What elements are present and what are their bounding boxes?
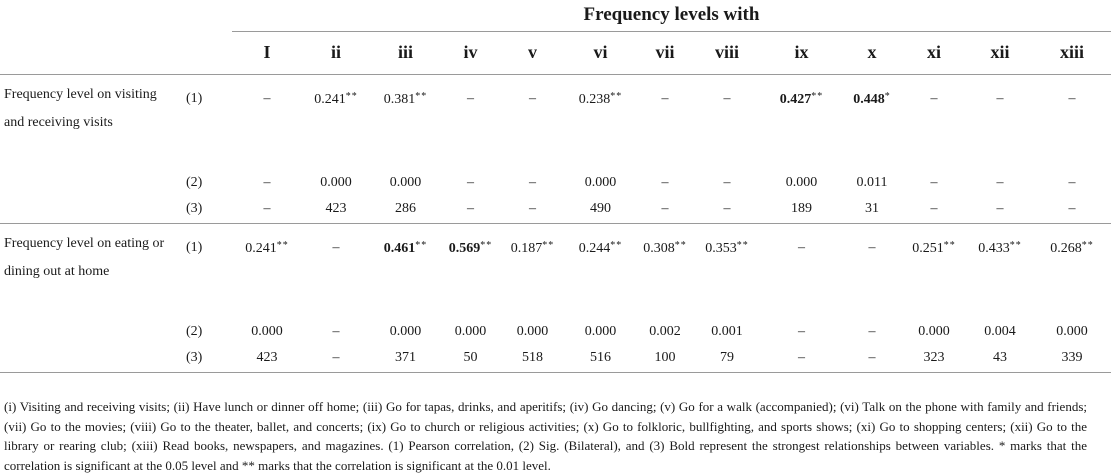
significance-marker: ** <box>276 239 289 251</box>
table-cell <box>843 196 901 223</box>
significance-marker: ** <box>542 239 555 251</box>
cell-value: – <box>529 174 536 190</box>
table-cell <box>760 74 843 169</box>
cell-value: – <box>263 90 271 106</box>
row-variable-label: Frequency level on visiting and receiving visits <box>4 86 157 130</box>
cell-value: 0.000 <box>389 174 422 190</box>
cell-value: 423 <box>256 350 278 366</box>
table-cell <box>1033 169 1111 196</box>
cell-value: 0.241 <box>314 91 346 107</box>
significance-marker: ** <box>736 239 749 251</box>
table-cell <box>843 169 901 196</box>
table-cell <box>441 345 500 372</box>
cell-value: 371 <box>395 350 416 366</box>
column-header: xii <box>967 31 1033 74</box>
table-footnote: (i) Visiting and receiving visits; (ii) Have lunch or dinner off home; (iii) Go for tapas, drinks, and aperitifs; (iv) Go dancing; (v) Go for a walk (accompanied); (vi) Talk on the phone with family and friends; (vii) Go to the movies; (viii) Go to the theater, ballet, and concerts; (ix) Go to church or religious activities; (x) Go to folkloric, bullfighting, and sports shows; (xi) Go to shopping centers; (xii) Go to the library or rearing club; (xiii) Read books, newspapers, and magazines. (1) Pearson correlation, (2) Sig. (Bilateral), and (3) Bold represent the strongest relationships between variables. * marks that the correlation is significant at the 0.05 level and ** marks that the correlation is significant at the 0.01 level. <box>4 399 1087 473</box>
table-cell <box>565 169 636 196</box>
significance-marker: ** <box>480 239 493 251</box>
cell-value: – <box>1068 174 1076 190</box>
row-variable-label: Frequency level on eating or dining out at home <box>4 235 165 279</box>
table-cell <box>302 318 370 345</box>
cell-value: – <box>723 174 731 190</box>
cell-value: 0.000 <box>454 323 487 339</box>
cell-value: 0.002 <box>649 323 681 339</box>
table-cell <box>441 169 500 196</box>
cell-value: 0.381 <box>383 91 416 107</box>
table-cell <box>441 74 500 169</box>
significance-marker: ** <box>943 239 956 251</box>
table-cell <box>901 196 967 223</box>
column-header-row <box>0 31 1111 74</box>
cell-value: – <box>529 201 536 217</box>
table-cell <box>500 223 565 318</box>
cell-value: – <box>263 174 271 190</box>
table-cell <box>901 169 967 196</box>
group-header: Frequency levels with <box>232 0 1111 31</box>
cell-value: 0.461 <box>383 240 416 256</box>
table-cell <box>843 318 901 345</box>
column-header: viii <box>694 31 760 74</box>
cell-value: – <box>661 201 669 217</box>
significance-marker: ** <box>1081 239 1094 251</box>
cell-value: – <box>930 174 938 190</box>
cell-value: – <box>332 239 340 255</box>
table-cell <box>500 196 565 223</box>
column-header: iv <box>441 31 500 74</box>
cell-value: 518 <box>522 350 543 366</box>
table-cell <box>500 169 565 196</box>
cell-value: – <box>868 323 876 339</box>
table-cell <box>302 345 370 372</box>
cell-value: 0.000 <box>1056 323 1088 339</box>
table-cell <box>636 169 694 196</box>
table-cell <box>694 318 760 345</box>
table-cell <box>1033 74 1111 169</box>
cell-value: – <box>467 174 474 190</box>
significance-marker: ** <box>345 90 358 102</box>
cell-value: 0.244 <box>578 240 611 256</box>
table-cell <box>1033 223 1111 318</box>
table-cell <box>565 345 636 372</box>
table-cell <box>441 223 500 318</box>
significance-marker: ** <box>674 239 687 251</box>
cell-value: – <box>467 201 474 217</box>
column-header: vi <box>565 31 636 74</box>
significance-marker: ** <box>415 90 428 102</box>
column-header: x <box>843 31 901 74</box>
cell-value: 0.000 <box>584 174 617 190</box>
table-cell <box>967 345 1033 372</box>
statistic-label: (1) <box>186 239 203 255</box>
cell-value: 0.433 <box>978 240 1010 256</box>
cell-value: 0.000 <box>389 323 422 339</box>
cell-value: 79 <box>720 350 734 366</box>
cell-value: 339 <box>1061 350 1083 366</box>
table-cell <box>694 223 760 318</box>
table-cell <box>370 318 441 345</box>
table-cell <box>636 345 694 372</box>
table-row <box>0 169 1111 196</box>
cell-value: 0.238 <box>578 91 611 107</box>
table-cell <box>843 223 901 318</box>
table-cell <box>967 318 1033 345</box>
table-cell <box>694 74 760 169</box>
cell-value: 0.268 <box>1050 240 1082 256</box>
cell-value: – <box>868 239 876 255</box>
cell-value: 516 <box>590 350 611 366</box>
table-cell <box>967 169 1033 196</box>
cell-value: – <box>798 350 805 366</box>
table-cell <box>500 345 565 372</box>
table-cell <box>843 74 901 169</box>
cell-value: 0.353 <box>705 240 737 256</box>
cell-value: 323 <box>923 350 945 366</box>
cell-value: – <box>263 201 271 217</box>
cell-value: – <box>529 90 536 106</box>
table-row <box>0 196 1111 223</box>
table-cell <box>565 196 636 223</box>
table-cell <box>441 318 500 345</box>
cell-value: – <box>798 239 805 255</box>
cell-value: 0.448 <box>853 91 885 107</box>
table-cell <box>441 196 500 223</box>
significance-marker: ** <box>415 239 428 251</box>
cell-value: 0.000 <box>918 323 950 339</box>
cell-value: 0.308 <box>643 240 675 256</box>
table-cell <box>636 196 694 223</box>
table-cell <box>1033 318 1111 345</box>
table-cell <box>565 223 636 318</box>
column-header: ix <box>760 31 843 74</box>
statistic-label: (1) <box>186 90 203 106</box>
table-cell <box>901 74 967 169</box>
column-header: v <box>500 31 565 74</box>
table-cell <box>694 345 760 372</box>
cell-value: – <box>798 323 805 339</box>
table-cell <box>967 223 1033 318</box>
table-cell <box>370 74 441 169</box>
statistic-label: (3) <box>180 345 232 372</box>
cell-value: – <box>996 174 1004 190</box>
cell-value: – <box>1068 90 1076 106</box>
table-cell <box>232 196 302 223</box>
cell-value: 286 <box>395 201 416 217</box>
table-cell <box>302 74 370 169</box>
table-cell <box>370 345 441 372</box>
table-cell <box>370 169 441 196</box>
cell-value: 100 <box>654 350 676 366</box>
table-cell <box>760 169 843 196</box>
statistic-label: (3) <box>180 196 232 223</box>
cell-value: – <box>661 174 669 190</box>
cell-value: 0.000 <box>584 323 617 339</box>
cell-value: – <box>723 201 731 217</box>
cell-value: 0.569 <box>448 240 481 256</box>
cell-value: – <box>467 90 474 106</box>
table-cell <box>694 169 760 196</box>
table-cell <box>232 223 302 318</box>
table-cell <box>232 345 302 372</box>
table-cell <box>565 74 636 169</box>
table-row <box>0 345 1111 372</box>
table-cell <box>636 223 694 318</box>
significance-marker: ** <box>1009 239 1022 251</box>
table-cell <box>1033 196 1111 223</box>
cell-value: 0.251 <box>912 240 944 256</box>
table-row <box>0 318 1111 345</box>
statistic-label: (2) <box>186 323 203 339</box>
table-cell <box>302 196 370 223</box>
cell-value: – <box>332 323 340 339</box>
table-cell <box>967 196 1033 223</box>
table-body <box>0 74 1111 372</box>
cell-value: 0.001 <box>711 323 743 339</box>
statistic-label: (2) <box>186 174 203 190</box>
table-cell <box>760 223 843 318</box>
cell-value: 0.011 <box>856 174 888 190</box>
column-header: I <box>232 31 302 74</box>
cell-value: – <box>996 90 1004 106</box>
table-cell <box>565 318 636 345</box>
table-cell <box>636 74 694 169</box>
cell-value: 0.187 <box>510 240 543 256</box>
cell-value: – <box>332 350 340 366</box>
table-cell <box>901 345 967 372</box>
cell-value: 0.004 <box>984 323 1016 339</box>
table-cell <box>302 223 370 318</box>
table-cell <box>500 318 565 345</box>
significance-marker: ** <box>811 90 824 102</box>
table-row <box>0 74 1111 169</box>
cell-value: 0.241 <box>245 240 277 256</box>
cell-value: 0.000 <box>251 323 283 339</box>
table-row <box>0 223 1111 318</box>
table-cell <box>694 196 760 223</box>
column-header: iii <box>370 31 441 74</box>
table-cell <box>1033 345 1111 372</box>
column-header: xi <box>901 31 967 74</box>
cell-value: – <box>930 201 938 217</box>
table-cell <box>370 196 441 223</box>
table-cell <box>370 223 441 318</box>
table-cell <box>967 74 1033 169</box>
significance-marker: ** <box>610 90 623 102</box>
table-cell <box>232 74 302 169</box>
table-cell <box>760 196 843 223</box>
cell-value: 423 <box>325 201 347 217</box>
significance-marker: * <box>884 90 891 102</box>
cell-value: 0.000 <box>320 174 352 190</box>
cell-value: 43 <box>993 350 1007 366</box>
cell-value: – <box>661 90 669 106</box>
cell-value: 31 <box>865 201 879 217</box>
empty-cell <box>0 169 180 196</box>
table-cell <box>232 318 302 345</box>
empty-cell <box>0 318 180 345</box>
group-header-row <box>0 0 1111 31</box>
table-cell <box>500 74 565 169</box>
column-header: ii <box>302 31 370 74</box>
table-cell <box>232 169 302 196</box>
empty-cell <box>0 196 180 223</box>
cell-value: 50 <box>463 350 478 366</box>
table-cell <box>636 318 694 345</box>
cell-value: – <box>996 201 1004 217</box>
table-cell <box>901 318 967 345</box>
column-header: vii <box>636 31 694 74</box>
significance-marker: ** <box>610 239 623 251</box>
cell-value: 189 <box>791 201 812 217</box>
table-cell <box>302 169 370 196</box>
table-cell <box>760 318 843 345</box>
table-cell <box>760 345 843 372</box>
cell-value: 0.000 <box>785 174 818 190</box>
cell-value: 490 <box>590 201 611 217</box>
empty-cell <box>0 345 180 372</box>
cell-value: – <box>723 90 731 106</box>
table-cell <box>901 223 967 318</box>
cell-value: – <box>930 90 938 106</box>
cell-value: 0.427 <box>779 91 812 107</box>
column-header: xiii <box>1033 31 1111 74</box>
table-cell <box>843 345 901 372</box>
cell-value: – <box>1068 201 1076 217</box>
cell-value: 0.000 <box>516 323 549 339</box>
cell-value: – <box>868 350 876 366</box>
